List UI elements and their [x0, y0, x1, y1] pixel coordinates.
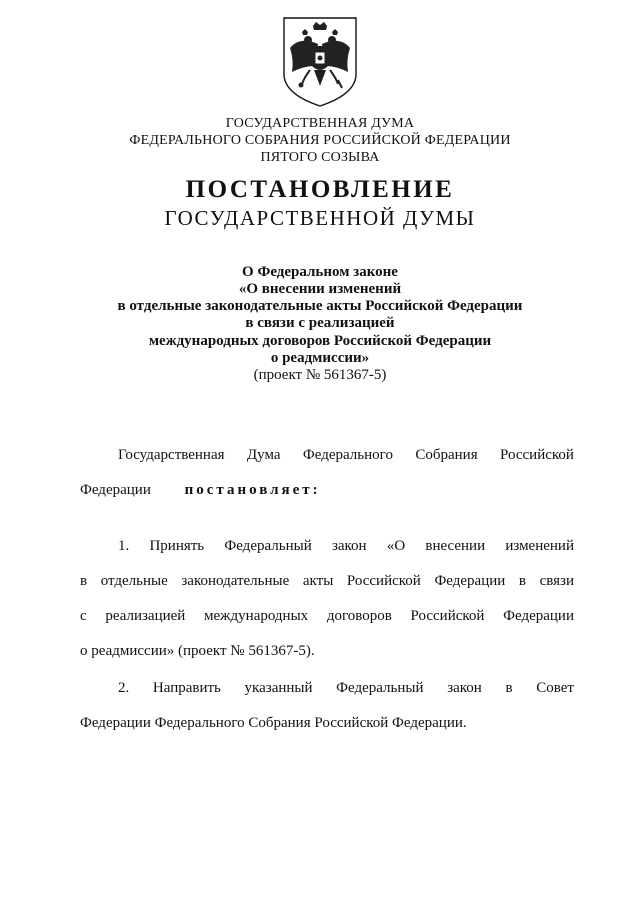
preamble-federation: Федерации [80, 482, 151, 498]
body-word: Совет [536, 680, 574, 696]
decree-word: постановляет: [184, 482, 321, 498]
about-line-4: в связи с реализацией [245, 315, 395, 331]
body-word: с [80, 608, 87, 624]
header-line-duma: ГОСУДАРСТВЕННАЯ ДУМА [225, 116, 415, 131]
header-line-convocation: ПЯТОГО СОЗЫВА [260, 150, 380, 165]
body-word: законодательные [181, 573, 290, 589]
item1-line-4: о реадмиссии» (проект № 561367-5). [80, 643, 315, 659]
body-word: Российской [346, 573, 421, 589]
body-word: Федеральный [336, 680, 424, 696]
about-line-1: О Федеральном законе [242, 264, 398, 280]
item1-line-1 [118, 537, 574, 555]
body-word: в [505, 680, 513, 696]
body-word: акты [302, 573, 334, 589]
project-number: (проект № 561367-5) [253, 367, 387, 383]
body-word: связи [539, 573, 574, 589]
body-word: закон [447, 680, 482, 696]
about-line-3: в отдельные законодательные акты Российской Федерации [117, 298, 523, 314]
body-word: указанный [244, 680, 313, 696]
document-title: ПОСТАНОВЛЕНИЕ [185, 176, 455, 203]
body-word: 1. [118, 538, 130, 554]
about-line-2: «О внесении изменений [238, 281, 402, 297]
coat-of-arms-emblem [280, 14, 360, 110]
preamble-word: Федерального [302, 447, 393, 463]
about-line-6: о реадмиссии» [270, 350, 370, 366]
body-word: Федеральный [224, 538, 312, 554]
body-word: международных [204, 608, 309, 624]
header-line-federal-assembly: ФЕДЕРАЛЬНОГО СОБРАНИЯ РОССИЙСКОЙ ФЕДЕРАЦИИ [129, 133, 511, 148]
body-word: 2. [118, 680, 130, 696]
item2-line-1 [118, 679, 574, 697]
body-word: в [80, 573, 88, 589]
preamble-word: Государственная [118, 447, 225, 463]
body-word: Направить [152, 680, 221, 696]
about-line-5: международных договоров Российской Федерации [148, 333, 492, 349]
body-word: Федерации [503, 608, 574, 624]
body-word: отдельные [100, 573, 168, 589]
item1-line-2 [80, 572, 574, 590]
preamble-word: Дума [246, 447, 281, 463]
document-subtitle: ГОСУДАРСТВЕННОЙ ДУМЫ [164, 206, 476, 230]
body-word: «О [386, 538, 406, 554]
body-word: Принять [149, 538, 205, 554]
body-word: закон [331, 538, 367, 554]
preamble-word: Собрания [415, 447, 478, 463]
preamble-word: Российской [500, 447, 574, 463]
body-word: реализацией [105, 608, 186, 624]
body-word: изменений [505, 538, 574, 554]
body-word: договоров [326, 608, 392, 624]
preamble-line-2 [80, 481, 574, 499]
item2-line-2: Федерации Федерального Собрания Российской Федерации. [80, 715, 467, 731]
preamble-line-1 [118, 446, 574, 464]
body-word: Российской [410, 608, 485, 624]
body-word: в [518, 573, 526, 589]
body-word: Федерации [434, 573, 506, 589]
item1-line-3 [80, 607, 574, 625]
body-word: внесении [425, 538, 486, 554]
